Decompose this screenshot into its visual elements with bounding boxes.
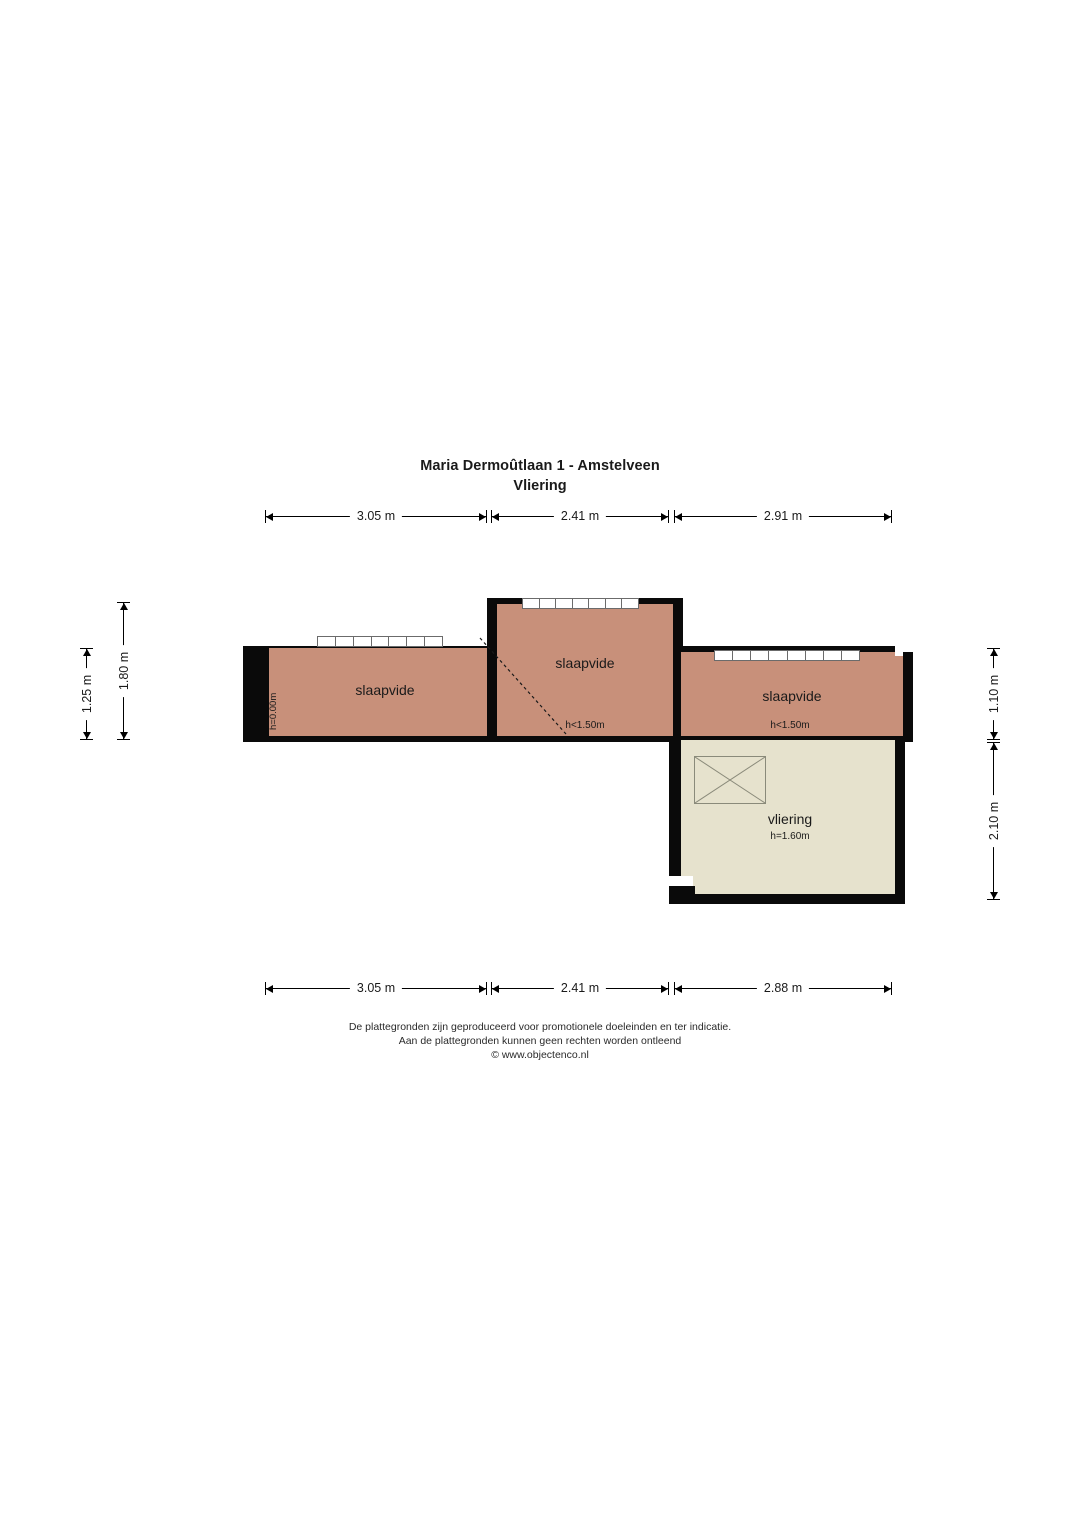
arrow-left-icon xyxy=(266,985,273,993)
arrow-right-icon xyxy=(661,513,668,521)
room-label-slaapvide-middle: slaapvide xyxy=(555,655,615,671)
room-height-vliering: h=1.60m xyxy=(770,831,810,842)
wall-right-edge xyxy=(903,652,913,742)
dimension-bottom-3 xyxy=(674,980,892,998)
disclaimer xyxy=(0,1020,1080,1062)
dimension-bottom-1 xyxy=(265,980,487,998)
arrow-up-icon xyxy=(990,743,998,750)
room-label-slaapvide-right: slaapvide xyxy=(762,688,822,704)
arrow-left-icon xyxy=(675,513,682,521)
dimension-top-2 xyxy=(491,508,669,526)
arrow-right-icon xyxy=(884,985,891,993)
dimension-label: 2.88 m xyxy=(757,979,809,997)
arrow-right-icon xyxy=(479,513,486,521)
room-height-slaapvide-left: h=0.00m xyxy=(268,692,279,730)
loft-hatch-icon xyxy=(694,756,766,804)
arrow-up-icon xyxy=(120,603,128,610)
dimension-label: 3.05 m xyxy=(350,507,402,525)
dormer-window-middle-icon xyxy=(522,598,639,609)
dimension-label: 1.25 m xyxy=(79,668,95,720)
dimension-label: 2.41 m xyxy=(554,507,606,525)
dimension-label: 1.10 m xyxy=(986,668,1002,720)
arrow-left-icon xyxy=(675,985,682,993)
arrow-left-icon xyxy=(492,513,499,521)
room-label-vliering: vliering xyxy=(767,811,813,827)
dimension-left-1 xyxy=(78,648,96,740)
arrow-down-icon xyxy=(990,892,998,899)
arrow-right-icon xyxy=(884,513,891,521)
dimension-label: 2.41 m xyxy=(554,979,606,997)
disclaimer-line-1: De plattegronden zijn geproduceerd voor promotionele doeleinden en ter indicatie. xyxy=(348,1021,732,1033)
arrow-up-icon xyxy=(83,649,91,656)
plan-title-address: Maria Dermoûtlaan 1 - Amstelveen xyxy=(420,458,660,474)
copyright-line: © www.objectenco.nl xyxy=(491,1049,589,1061)
arrow-left-icon xyxy=(266,513,273,521)
dormer-window-left-icon xyxy=(317,636,443,647)
dimension-top-1 xyxy=(265,508,487,526)
dimension-label: 2.91 m xyxy=(757,507,809,525)
dimension-bottom-2 xyxy=(491,980,669,998)
dimension-top-3 xyxy=(674,508,892,526)
dimension-label: 3.05 m xyxy=(350,979,402,997)
dimension-label: 2.10 m xyxy=(986,795,1002,847)
room-label-slaapvide-left: slaapvide xyxy=(355,682,415,698)
arrow-down-icon xyxy=(120,732,128,739)
arrow-down-icon xyxy=(990,732,998,739)
arrow-right-icon xyxy=(661,985,668,993)
arrow-right-icon xyxy=(479,985,486,993)
dimension-left-2 xyxy=(115,602,133,740)
arrow-up-icon xyxy=(990,649,998,656)
dimension-right-1 xyxy=(985,648,1003,740)
dimension-right-2 xyxy=(985,742,1003,900)
disclaimer-line-2: Aan de plattegronden kunnen geen rechten worden ontleend xyxy=(398,1035,682,1047)
room-height-slaapvide-middle: h<1.50m xyxy=(565,720,605,731)
arrow-left-icon xyxy=(492,985,499,993)
plan-title-floor: Vliering xyxy=(513,478,567,494)
room-height-slaapvide-right: h<1.50m xyxy=(770,720,810,731)
arrow-down-icon xyxy=(83,732,91,739)
plan-title xyxy=(0,458,1080,494)
dimension-label: 1.80 m xyxy=(116,645,132,697)
dormer-window-right-icon xyxy=(714,650,860,661)
wall-vliering-bottom-left xyxy=(669,886,695,904)
